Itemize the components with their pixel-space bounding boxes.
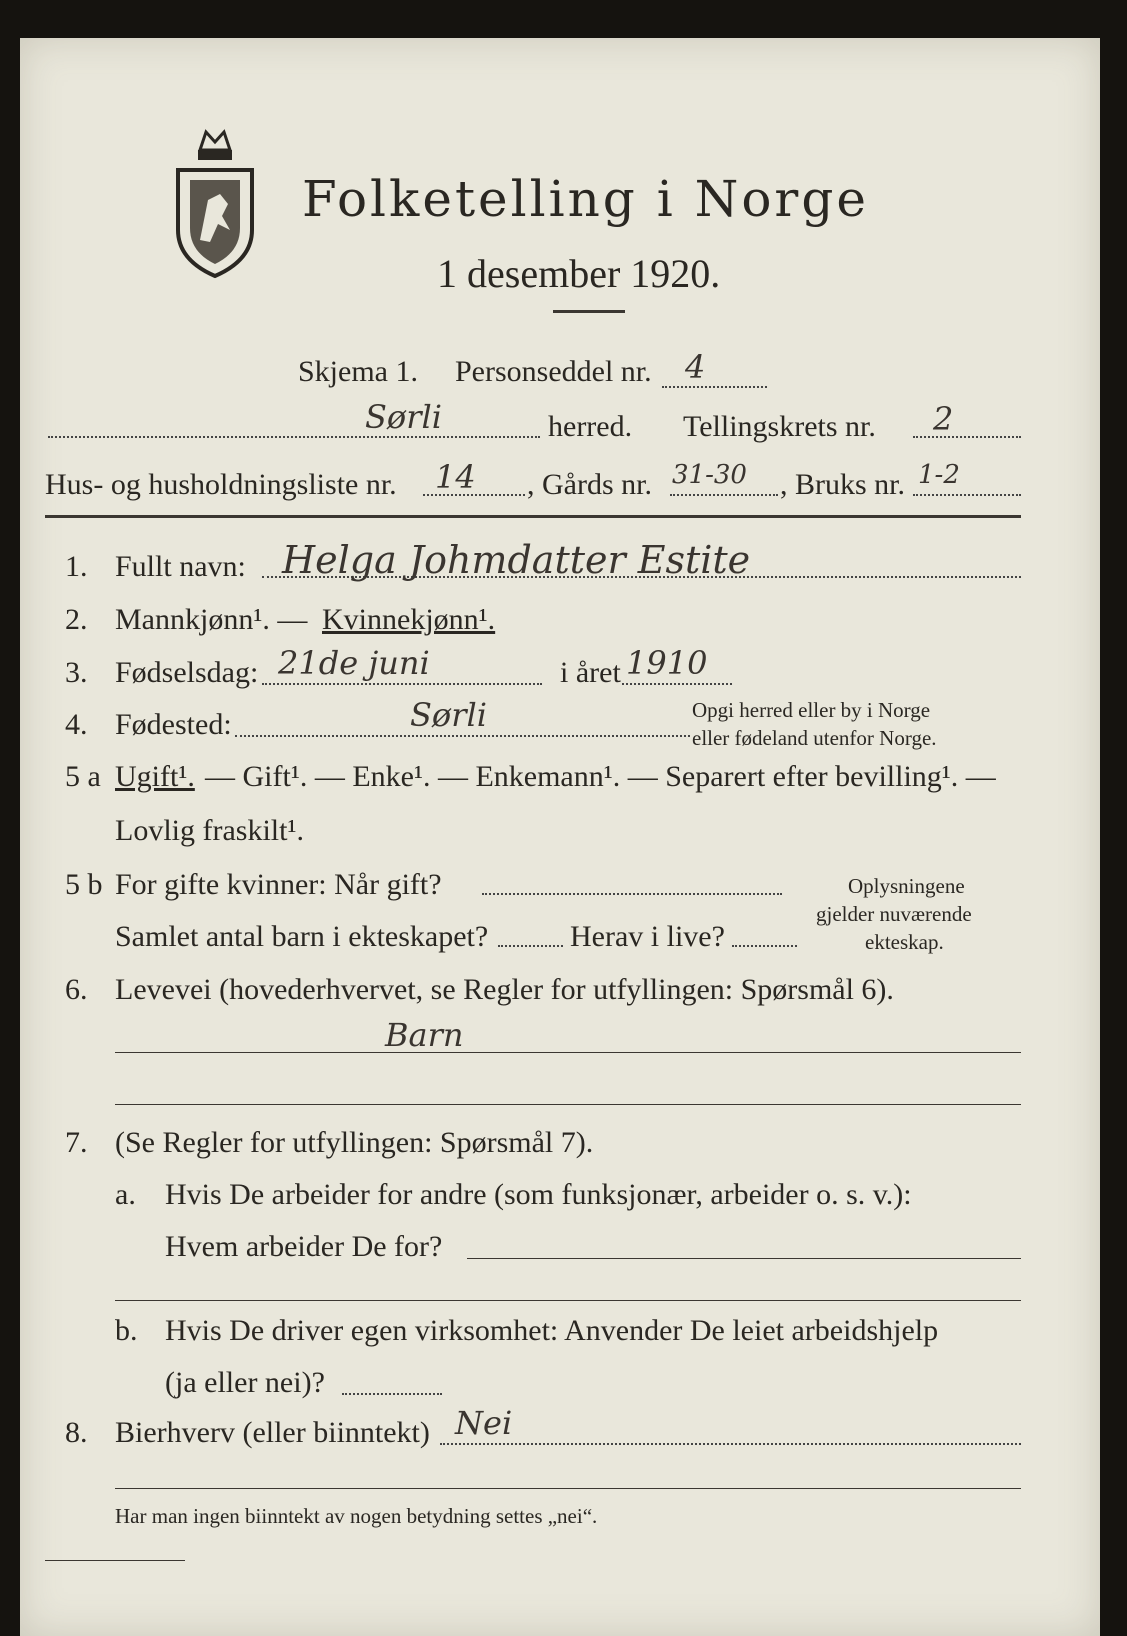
schema-label: Skjema 1. xyxy=(298,355,418,388)
q5a-options: — Gift¹. — Enke¹. — Enkemann¹. — Separert efter bevilling¹. — xyxy=(205,760,996,793)
title-divider xyxy=(553,310,625,313)
q5b-note-3: ekteskap. xyxy=(865,930,944,954)
herred-field[interactable] xyxy=(48,436,540,438)
q3-day-value: 21de juni xyxy=(278,644,430,682)
q7b-line-2: (ja eller nei)? xyxy=(165,1366,325,1399)
q2-number: 2. xyxy=(65,603,88,636)
gards-field[interactable] xyxy=(670,494,778,496)
q3-label: Fødselsdag: xyxy=(115,656,259,689)
q5a-line2: Lovlig fraskilt¹. xyxy=(115,814,304,847)
q3-day-field[interactable] xyxy=(262,683,542,685)
q7a-line-2: Hvem arbeider De for? xyxy=(165,1230,443,1263)
form-title: Folketelling i Norge xyxy=(302,170,869,228)
q3-year-field[interactable] xyxy=(622,683,732,685)
q7a-number: a. xyxy=(115,1178,136,1211)
bruks-field[interactable] xyxy=(913,494,1021,496)
q1-label: Fullt navn: xyxy=(115,550,246,583)
q7a-answer-line-2[interactable] xyxy=(115,1300,1021,1301)
q5b-note-2: gjelder nuværende xyxy=(816,902,972,926)
q3-number: 3. xyxy=(65,656,88,689)
q6-answer-line-2[interactable] xyxy=(115,1104,1021,1105)
census-form xyxy=(20,38,1100,1636)
personseddel-label: Personseddel nr. xyxy=(455,355,652,388)
q8-label: Bierhverv (eller biinntekt) xyxy=(115,1416,430,1449)
herred-label: herred. xyxy=(548,410,633,443)
section-divider xyxy=(45,515,1021,518)
personseddel-value: 4 xyxy=(685,348,706,386)
q5b-note-1: Oplysningene xyxy=(848,874,965,898)
tellingskrets-value: 2 xyxy=(933,400,954,438)
herred-value: Sørli xyxy=(365,398,442,436)
q5b-label-3: Herav i live? xyxy=(570,920,725,953)
q5a-number: 5 a xyxy=(65,760,101,793)
q5a-ugift[interactable]: Ugift¹. xyxy=(115,760,195,793)
tellingskrets-label: Tellingskrets nr. xyxy=(683,410,876,443)
q4-number: 4. xyxy=(65,708,88,741)
gards-value: 31-30 xyxy=(672,460,747,490)
q2-female[interactable]: Kvinnekjønn¹. xyxy=(322,603,496,636)
q2-male: Mannkjønn¹. — xyxy=(115,603,308,636)
tellingskrets-field[interactable] xyxy=(913,436,1021,438)
q8-field[interactable] xyxy=(440,1443,1021,1445)
q3-year-label: i året xyxy=(560,656,621,689)
q5b-field-2[interactable] xyxy=(498,945,563,947)
q4-field[interactable] xyxy=(235,735,690,737)
q5b-field-3[interactable] xyxy=(732,945,797,947)
q8-value: Nei xyxy=(455,1404,513,1442)
personseddel-field[interactable] xyxy=(662,386,767,388)
q6-answer-line[interactable] xyxy=(115,1052,1021,1053)
q4-value: Sørli xyxy=(410,696,487,734)
q7a-field[interactable] xyxy=(467,1258,1021,1259)
q7a-line-1: Hvis De arbeider for andre (som funksjonær, arbeider o. s. v.): xyxy=(165,1178,912,1211)
q6-value: Barn xyxy=(385,1016,464,1054)
hus-label: Hus- og husholdningsliste nr. xyxy=(45,468,397,501)
q7b-number: b. xyxy=(115,1314,138,1347)
gards-label: , Gårds nr. xyxy=(527,468,652,501)
q7b-line-1: Hvis De driver egen virksomhet: Anvender De leiet arbeidshjelp xyxy=(165,1314,939,1347)
q4-label: Fødested: xyxy=(115,708,232,741)
bruks-label: , Bruks nr. xyxy=(780,468,906,501)
footer-note: Har man ingen biinntekt av nogen betydning settes „nei“. xyxy=(115,1504,598,1528)
q1-value: Helga Johmdatter Estite xyxy=(282,538,751,582)
bruks-value: 1-2 xyxy=(918,460,960,490)
q7b-field[interactable] xyxy=(342,1393,442,1395)
q6-number: 6. xyxy=(65,973,88,1006)
q5b-label-1: For gifte kvinner: Når gift? xyxy=(115,868,442,901)
q5b-field-1[interactable] xyxy=(482,893,782,895)
q4-note-2: eller fødeland utenfor Norge. xyxy=(692,726,937,750)
form-date: 1 desember 1920. xyxy=(437,251,721,296)
q5b-number: 5 b xyxy=(65,868,103,901)
q3-year-value: 1910 xyxy=(626,644,708,682)
q5b-label-2: Samlet antal barn i ekteskapet? xyxy=(115,920,489,953)
q7-number: 7. xyxy=(65,1126,88,1159)
q1-number: 1. xyxy=(65,550,88,583)
q7-label: (Se Regler for utfyllingen: Spørsmål 7). xyxy=(115,1126,594,1159)
hus-value: 14 xyxy=(435,458,476,496)
q6-label: Levevei (hovederhvervet, se Regler for utfyllingen: Spørsmål 6). xyxy=(115,973,894,1006)
q8-number: 8. xyxy=(65,1416,88,1449)
footnote-divider xyxy=(45,1560,185,1561)
coat-of-arms-icon xyxy=(170,120,260,280)
q4-note-1: Opgi herred eller by i Norge xyxy=(692,698,931,722)
q8-answer-line-2[interactable] xyxy=(115,1488,1021,1489)
